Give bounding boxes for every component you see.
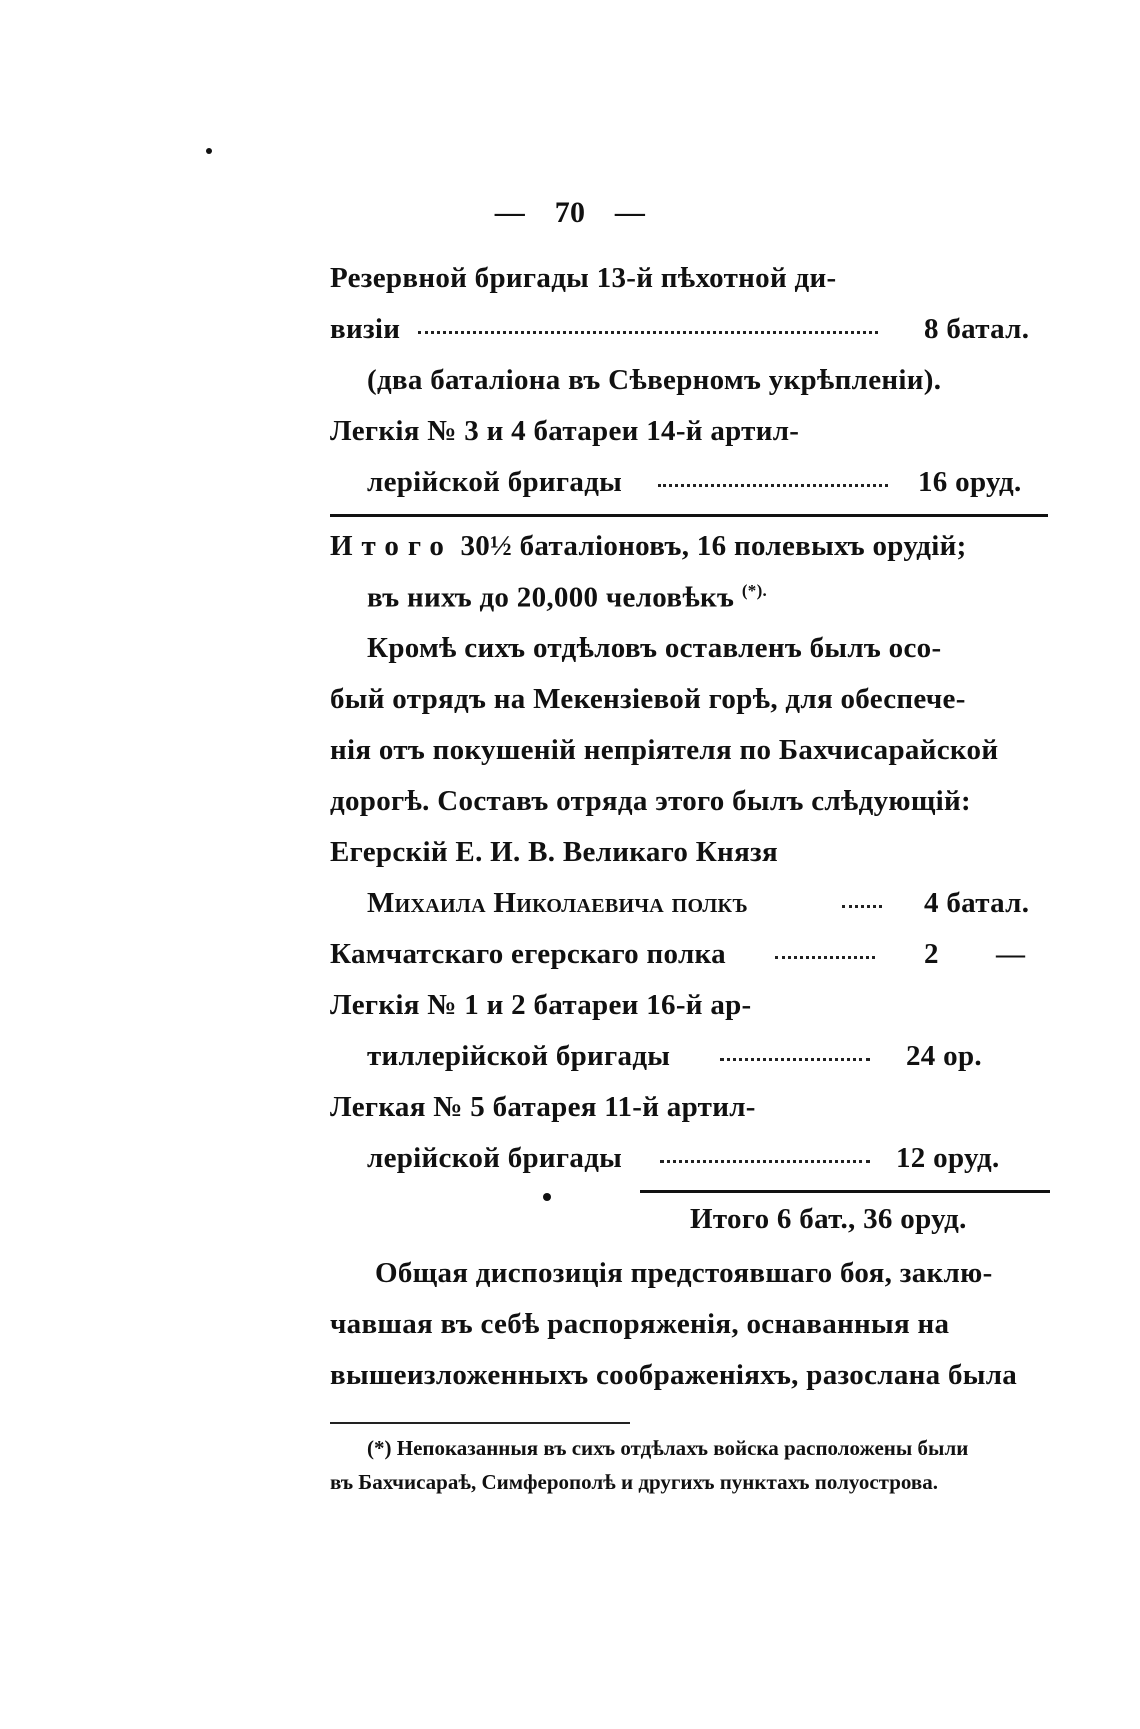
paragraph-2-line-3: вышеизложенныхъ соображеніяхъ, разослана была — [330, 1359, 1018, 1391]
detachment-line-4: Легкія № 1 и 2 батареи 16-й ар- — [330, 989, 752, 1021]
detachment-line-5-value: 24 ор. — [906, 1040, 982, 1072]
leader-dots — [842, 905, 882, 908]
detachment-line-1: Егерскій Е. И. В. Великаго Князя — [330, 836, 778, 868]
page-number-header — [0, 196, 1140, 230]
paragraph-2-line-1: Общая диспозиція предстоявшаго боя, заклю- — [375, 1257, 993, 1289]
reserve-line-2-label: визіи — [330, 313, 401, 345]
footnote-line-1: (*) Непоказанныя въ сихъ отдѣлахъ войска расположены были — [367, 1436, 969, 1460]
reserve-line-3: (два баталіона въ Сѣверномъ укрѣпленіи). — [367, 364, 942, 396]
total-1-word: Итого — [330, 530, 453, 562]
paragraph-2-line-2: чавшая въ себѣ распоряженія, оснаванныя на — [330, 1308, 950, 1340]
detachment-line-7-label: лерійской бригады — [367, 1142, 623, 1174]
total-2: Итого 6 бат., 36 оруд. — [690, 1203, 967, 1235]
detachment-line-3-value: 2 — [924, 938, 939, 970]
leader-dots — [720, 1058, 870, 1061]
footnote-line-2: въ Бахчисараѣ, Симферополѣ и другихъ пунктахъ полуострова. — [330, 1470, 938, 1494]
ink-speck — [543, 1193, 551, 1201]
reserve-line-1: Резервной бригады 13-й пѣхотной ди- — [330, 262, 837, 294]
detachment-line-3-label: Камчатскаго егерскаго полка — [330, 938, 726, 970]
page-number-dash-right: — — [614, 196, 646, 229]
total-1-rest: 30½ баталіоновъ, 16 полевыхъ орудій; — [460, 530, 967, 562]
detachment-line-6: Легкая № 5 батарея 11-й артил- — [330, 1091, 756, 1123]
detachment-line-5-label: тиллерійской бригады — [367, 1040, 671, 1072]
leader-dots — [775, 956, 875, 959]
footnote-marker: (*). — [741, 581, 768, 600]
paragraph-1-line-3: нія отъ покушеній непріятеля по Бахчисарайской — [330, 734, 999, 766]
total-1-line-1 — [330, 530, 967, 563]
page-number: 70 — [554, 196, 586, 229]
total-1-line-2 — [367, 581, 767, 615]
leader-dots — [660, 1160, 870, 1163]
reserve-line-5-value: 16 оруд. — [918, 466, 1022, 498]
leader-dots — [418, 331, 878, 334]
reserve-line-4: Легкія № 3 и 4 батареи 14-й артил- — [330, 415, 800, 447]
total-rule — [640, 1190, 1050, 1193]
total-rule — [330, 514, 1048, 517]
detachment-line-2-label: Михаила Николаевича полкъ — [367, 887, 748, 919]
footnote-rule — [330, 1422, 630, 1424]
paragraph-1-line-4: дорогѣ. Составъ отряда этого былъ слѣдующій: — [330, 785, 971, 817]
total-1-text: въ нихъ до 20,000 человѣкъ — [367, 581, 735, 614]
paragraph-1-line-1: Кромѣ сихъ отдѣловъ оставленъ былъ осо- — [367, 632, 942, 664]
reserve-line-5-label: лерійской бригады — [367, 466, 623, 498]
reserve-line-2-value: 8 батал. — [924, 313, 1030, 345]
detachment-line-7-value: 12 оруд. — [896, 1142, 1000, 1174]
page-number-dash-left: — — [494, 196, 526, 229]
paragraph-1-line-2: бый отрядъ на Мекензіевой горѣ, для обеспече- — [330, 683, 966, 715]
ink-speck — [206, 148, 212, 154]
detachment-line-2-value: 4 батал. — [924, 887, 1030, 919]
leader-dots — [658, 484, 888, 487]
detachment-line-3-dash: — — [996, 938, 1026, 970]
